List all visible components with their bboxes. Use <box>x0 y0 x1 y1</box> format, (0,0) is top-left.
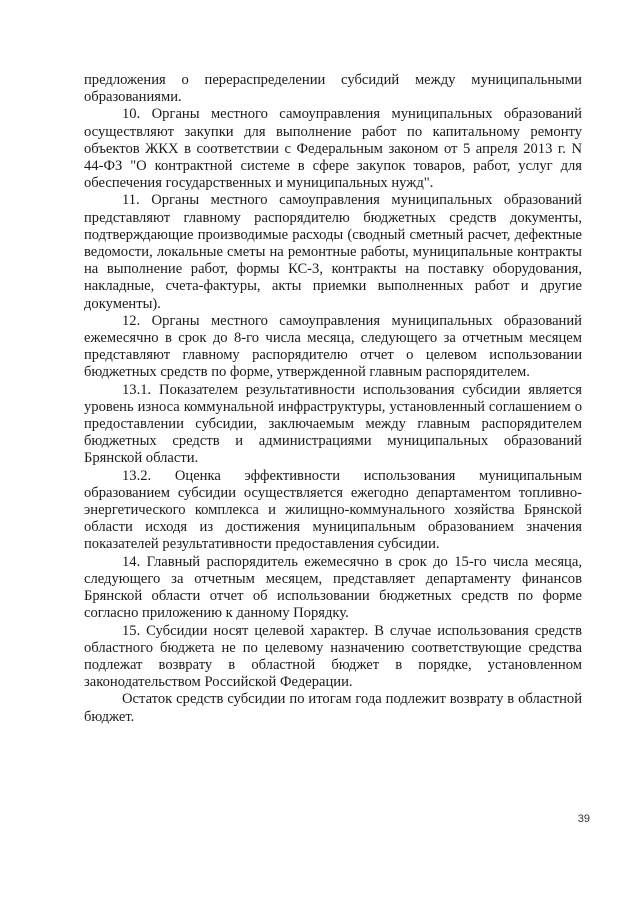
paragraph-item-15: 15. Субсидии носят целевой характер. В случае использования средств областного бюджета не по целевому назначению соответствующие средства подлежат возврату в областной бюджет в порядке, установленном законодательством Российской Федерации. <box>84 622 582 691</box>
paragraph-remainder: Остаток средств субсидии по итогам года подлежит возврату в областной бюджет. <box>84 691 582 725</box>
paragraph-item-14: 14. Главный распорядитель ежемесячно в срок до 15-го числа месяца, следующего за отчетным месяцем, представляет департаменту финансов Брянской области отчет об использовании бюджетных средств по форме согласно приложению к данному Порядку. <box>84 553 582 622</box>
paragraph-item-13-1: 13.1. Показателем результативности использования субсидии является уровень износа коммунальной инфраструктуры, установленный соглашением о предоставлении субсидии, заключаемым между главным распорядителем бюджетных средств и администрациями муниципальных образований Брянской области. <box>84 381 582 467</box>
paragraph-item-12: 12. Органы местного самоуправления муниципальных образований ежемесячно в срок до 8-го числа месяца, следующего за отчетным месяцем представляют главному распорядителю отчет о целевом использовании бюджетных средств по форме, утвержденной главным распорядителем. <box>84 312 582 381</box>
paragraph-continuation: предложения о перераспределении субсидий между муниципальными образованиями. <box>84 72 582 106</box>
paragraph-item-11: 11. Органы местного самоуправления муниципальных образований представляют главному распорядителю бюджетных средств документы, подтверждающие производимые расходы (сводный сметный расчет, дефектные ведомости, локальные сметы на ремонтные работы, муниципальные контракты на выполнение работ, формы КС-3, контракты на поставку оборудования, накладные, счета-фактуры, акты приемки выполненных работ и другие документы). <box>84 192 582 312</box>
document-body <box>84 72 582 726</box>
page-number: 39 <box>577 813 590 825</box>
paragraph-item-13-2: 13.2. Оценка эффективности использования муниципальным образованием субсидии осуществляется ежегодно департаментом топливно-энергетического комплекса и жилищно-коммунального хозяйства Брянской области исходя из достижения муниципальным образованием значения показателей результативности предоставления субсидии. <box>84 467 582 553</box>
paragraph-item-10: 10. Органы местного самоуправления муниципальных образований осуществляют закупки для выполнение работ по капитальному ремонту объектов ЖКХ в соответствии с Федеральным законом от 5 апреля 2013 г. N 44-ФЗ "О контрактной системе в сфере закупок товаров, работ, услуг для обеспечения государственных и муниципальных нужд". <box>84 106 582 192</box>
